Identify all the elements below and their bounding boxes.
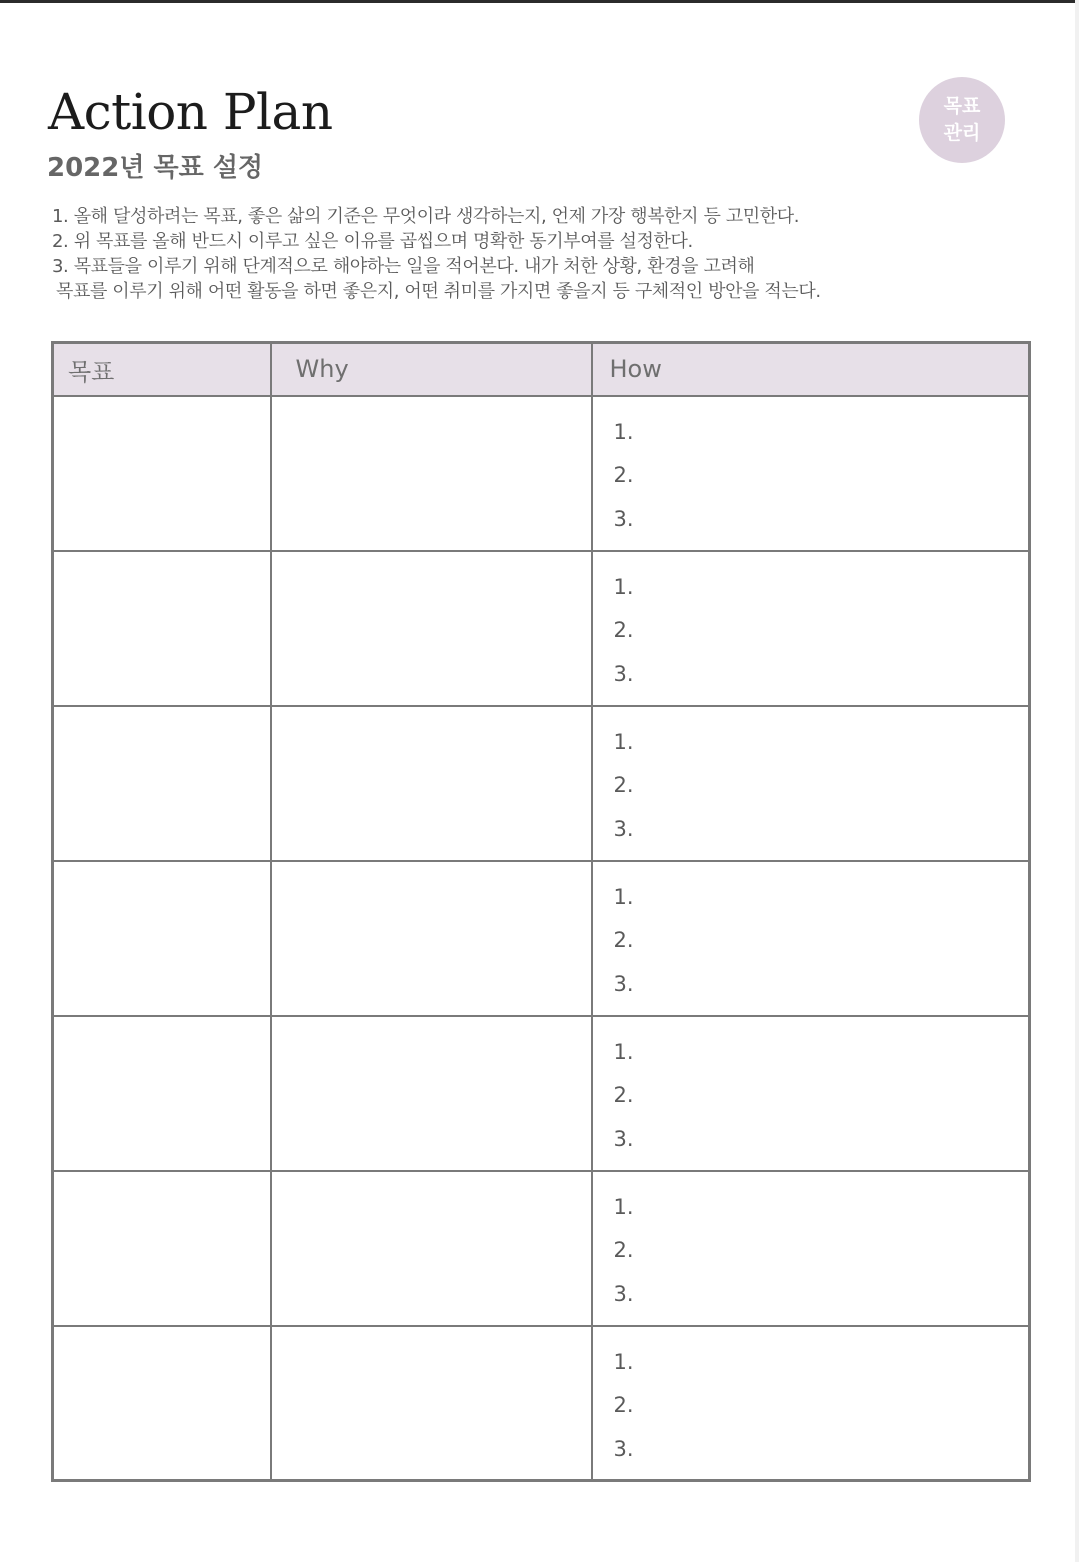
page-subtitle: 2022년 목표 설정 <box>47 153 264 183</box>
how-cell[interactable] <box>592 1326 1030 1481</box>
how-step-number: 1. <box>613 729 634 754</box>
how-step-number: 3. <box>613 506 634 531</box>
goal-cell[interactable] <box>53 861 271 1016</box>
how-step-list <box>593 1017 1029 1162</box>
table-row <box>53 706 1030 861</box>
how-step-list <box>593 552 1029 697</box>
instruction-list <box>52 204 821 304</box>
how-step-number: 3. <box>613 971 634 996</box>
why-cell[interactable] <box>271 1171 592 1326</box>
how-step-number: 1. <box>613 1349 634 1374</box>
how-step-number: 1. <box>613 1039 634 1064</box>
how-step-number: 1. <box>613 884 634 909</box>
how-step-number: 2. <box>613 463 634 487</box>
how-step-number: 2. <box>613 1083 634 1107</box>
why-cell[interactable] <box>271 551 592 706</box>
instruction-item: 3. 목표들을 이루기 위해 단계적으로 해야하는 일을 적어본다. 내가 처한 상황, 환경을 고려해 <box>52 256 755 277</box>
how-step-number: 3. <box>613 1126 634 1151</box>
goal-cell[interactable] <box>53 551 271 706</box>
table-row <box>53 396 1030 551</box>
how-cell[interactable] <box>592 1171 1030 1326</box>
how-step-number: 2. <box>613 773 634 797</box>
column-header-how: How <box>592 343 1030 396</box>
how-step-number: 1. <box>613 1194 634 1219</box>
badge-line-2: 관리 <box>943 122 981 144</box>
top-border-line <box>0 0 1079 3</box>
goal-cell[interactable] <box>53 1171 271 1326</box>
instruction-item-continuation: 목표를 이루기 위해 어떤 활동을 하면 좋은지, 어떤 취미를 가지면 좋을지 등 구체적인 방안을 적는다. <box>56 281 821 302</box>
table-row <box>53 1171 1030 1326</box>
how-step-number: 3. <box>613 816 634 841</box>
how-step-number: 2. <box>613 618 634 642</box>
how-step-number: 2. <box>613 928 634 952</box>
how-cell[interactable] <box>592 861 1030 1016</box>
goal-cell[interactable] <box>53 1016 271 1171</box>
table-row <box>53 861 1030 1016</box>
goal-cell[interactable] <box>53 1326 271 1481</box>
how-cell[interactable] <box>592 706 1030 861</box>
how-step-number: 3. <box>613 1281 634 1306</box>
how-step-list <box>593 397 1029 542</box>
action-plan-table <box>51 341 1031 1482</box>
how-step-list <box>593 1327 1029 1472</box>
how-step-number: 1. <box>613 574 634 599</box>
instruction-item: 2. 위 목표를 올해 반드시 이루고 싶은 이유를 곱씹으며 명확한 동기부여를 설정한다. <box>52 231 693 252</box>
table-row <box>53 551 1030 706</box>
why-cell[interactable] <box>271 861 592 1016</box>
table-row <box>53 1016 1030 1171</box>
page-title: Action Plan <box>48 83 333 141</box>
how-step-list <box>593 862 1029 1007</box>
how-step-number: 2. <box>613 1393 634 1417</box>
instruction-item: 1. 올해 달성하려는 목표, 좋은 삶의 기준은 무엇이라 생각하는지, 언제 가장 행복한지 등 고민한다. <box>52 206 800 227</box>
how-step-number: 3. <box>613 1436 634 1461</box>
table-body <box>53 396 1030 1481</box>
why-cell[interactable] <box>271 1016 592 1171</box>
how-cell[interactable] <box>592 551 1030 706</box>
how-step-number: 1. <box>613 419 634 444</box>
how-step-list <box>593 707 1029 852</box>
category-badge <box>919 77 1005 163</box>
why-cell[interactable] <box>271 396 592 551</box>
badge-line-1: 목표 <box>943 95 981 117</box>
how-step-list <box>593 1172 1029 1317</box>
how-cell[interactable] <box>592 1016 1030 1171</box>
table-header-row <box>53 343 1030 396</box>
table-row <box>53 1326 1030 1481</box>
how-step-number: 2. <box>613 1238 634 1262</box>
goal-cell[interactable] <box>53 706 271 861</box>
page-edge-shadow <box>1075 0 1079 1562</box>
why-cell[interactable] <box>271 706 592 861</box>
column-header-why: Why <box>271 343 592 396</box>
how-cell[interactable] <box>592 396 1030 551</box>
goal-cell[interactable] <box>53 396 271 551</box>
column-header-goal: 목표 <box>53 343 271 396</box>
how-step-number: 3. <box>613 661 634 686</box>
why-cell[interactable] <box>271 1326 592 1481</box>
